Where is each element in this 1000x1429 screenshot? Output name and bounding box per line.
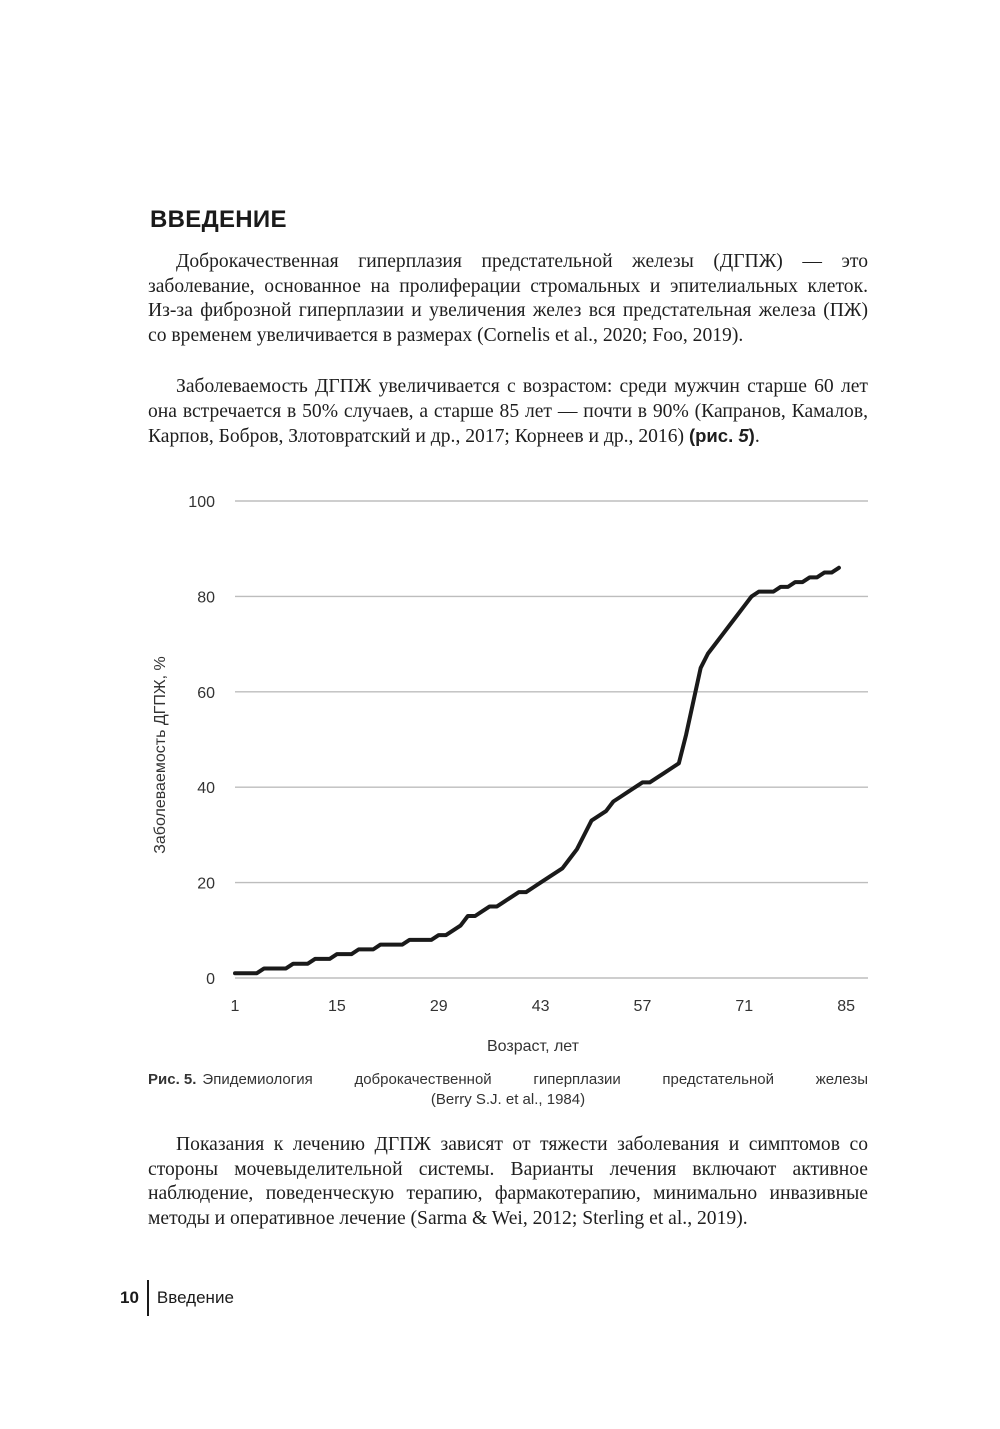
paragraph-incidence-text: Заболеваемость ДГПЖ увеличивается с возрастом: среди мужчин старше 60 лет она встречается в 50% случаев, а старше 85 лет — почти в 90% (Капранов, Камалов, Карпов, Бобров, Злотовратский и др., 2017; Корнеев и др., 2016) [148,376,868,448]
y-tick-label: 20 [197,875,215,893]
y-tick-label: 100 [188,494,215,511]
paragraph-treatment: Показания к лечению ДГПЖ зависят от тяжести заболевания и симптомов со стороны мочевыделительной системы. Варианты лечения включают активное наблюдение, поведенческую терапию, фармакотерапию, минимально инвазивные методы и оперативное лечение (Sarma & Wei, 2012; Sterling et al., 2019). [148,1134,868,1229]
x-tick-label: 57 [633,998,652,1015]
x-axis-ticks [231,998,856,1015]
x-tick-label: 1 [230,998,240,1015]
page-footer [120,1280,234,1316]
figure-caption [148,1070,868,1110]
footer-divider [147,1280,149,1316]
y-axis-ticks [188,494,215,988]
y-axis-label: Заболеваемость ДГПЖ, % [152,656,169,854]
y-tick-label: 0 [206,971,215,988]
x-tick-label: 15 [327,998,346,1015]
paragraph-incidence: Заболеваемость ДГПЖ увеличивается с возрастом: среди мужчин старше 60 лет она встречается в 50% случаев, а старше 85 лет — почти в 90% (Капранов, Камалов, Карпов, Бобров, Злотовратский и др., 2017; Корнеев и др., 2016) (рис. 5). [148,376,868,448]
figure-reference: (рис. 5) [688,425,755,447]
incidence-line-chart [140,480,880,1070]
page-number: 10 [120,1288,139,1307]
y-tick-label: 80 [197,589,215,607]
x-tick-label: 29 [429,998,448,1015]
y-tick-label: 60 [197,684,215,702]
x-axis-label: Возраст, лет [487,1038,579,1055]
footer-section-title: Введение [156,1288,234,1307]
x-tick-label: 43 [531,998,550,1015]
section-heading: ВВЕДЕНИЕ [150,206,287,233]
caption-text: Эпидемиология доброкачественной гиперплазии предстательной железы [202,1071,868,1088]
chart-grid [235,501,868,978]
y-tick-label: 40 [197,780,215,798]
paragraph-definition: Доброкачественная гиперплазия предстательной железы (ДГПЖ) — это заболевание, основанное на пролиферации стромальных и эпителиальных клеток. Из-за фиброзной гиперплазии и увеличения желез вся предстательная железа (ПЖ) со временем увеличивается в размерах (Cornelis et al., 2020; Foo, 2019). [148,251,868,346]
series-line-0 [235,568,839,973]
caption-label: Рис. 5. [148,1071,197,1088]
x-tick-label: 71 [735,998,754,1015]
x-tick-label: 85 [837,998,856,1015]
caption-source: (Berry S.J. et al., 1984) [430,1091,586,1108]
chart-series [235,568,839,973]
